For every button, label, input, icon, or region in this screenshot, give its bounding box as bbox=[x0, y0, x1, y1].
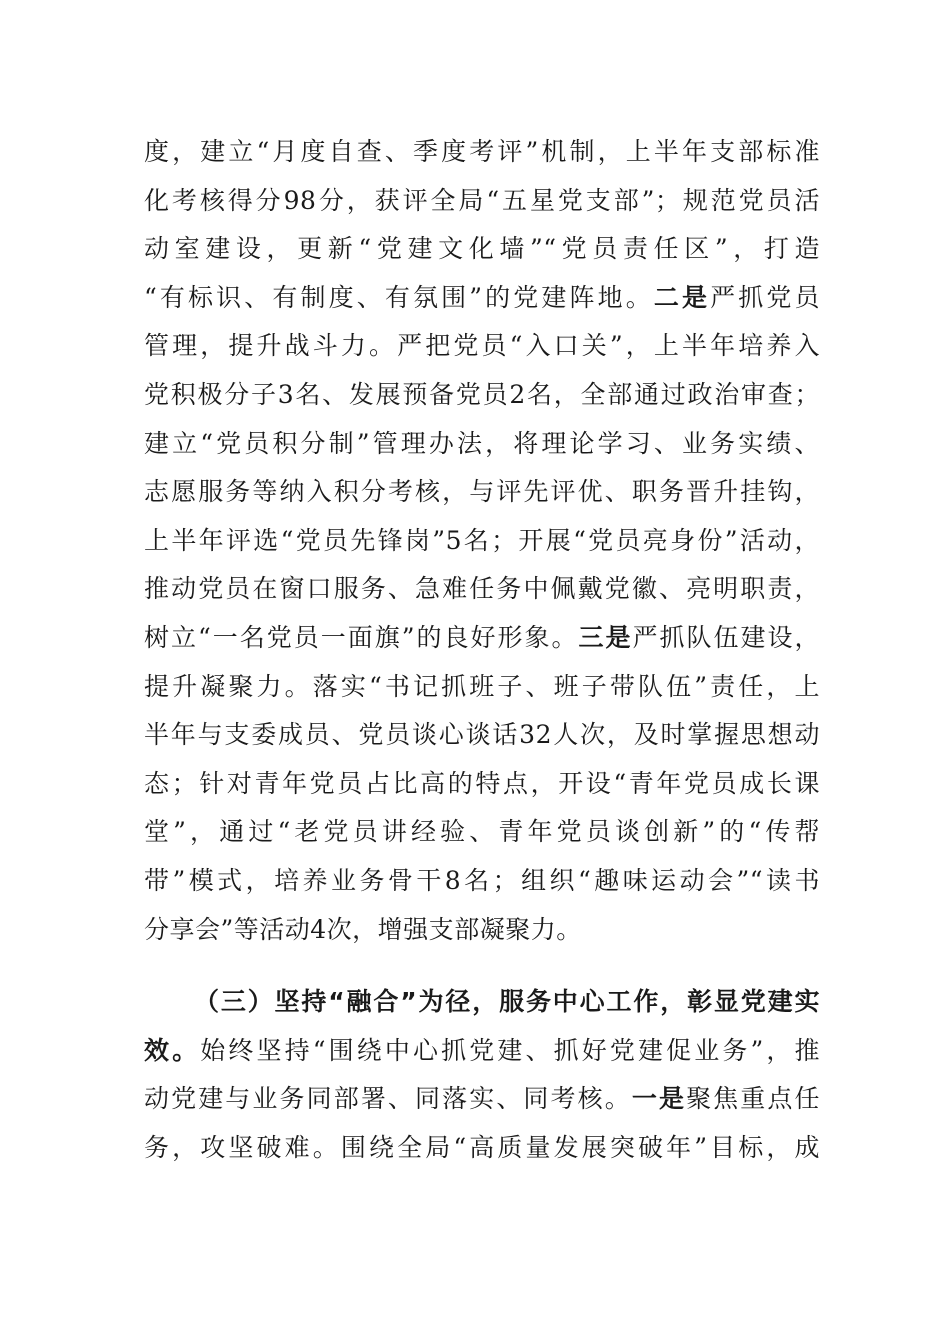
text-line: 推动党员在窗口服务、急难任务中佩戴党徽、亮明职责， bbox=[144, 574, 820, 604]
text-line: 党积极分子3名、发展预备党员2名，全部通过政治审查； bbox=[144, 379, 820, 409]
bold-marker: 二是 bbox=[653, 282, 711, 312]
text-line: 态；针对青年党员占比高的特点，开设“青年党员成长课 bbox=[144, 768, 820, 798]
text-line: 管理，提升战斗力。严把党员“入口关”，上半年培养入 bbox=[144, 331, 820, 361]
text-segment: 严抓队伍建设， bbox=[632, 622, 820, 652]
text-segment: “有标识、有制度、有氛围”的党建阵地。 bbox=[144, 282, 654, 312]
text-segment: 始终坚持“围绕中心抓党建、抓好党建促业务”，推 bbox=[200, 1035, 820, 1065]
text-line: 建立“党员积分制”管理办法，将理论学习、业务实绩、 bbox=[144, 428, 820, 458]
section-heading-text: 效。 bbox=[144, 1035, 201, 1065]
text-line: 半年与支委成员、党员谈心谈话32人次，及时掌握思想动 bbox=[144, 720, 820, 750]
bold-marker: 三是 bbox=[578, 622, 633, 652]
text-line: 志愿服务等纳入积分考核，与评先评优、职务晋升挂钩， bbox=[144, 477, 820, 507]
section-heading-text: （三）坚持“融合”为径，服务中心工作，彰显党建实 bbox=[194, 987, 820, 1017]
text-line: 化考核得分98分，获评全局“五星党支部”；规范党员活 bbox=[144, 185, 820, 215]
text-line bbox=[144, 1027, 820, 1076]
text-segment: 树立“一名党员一面旗”的良好形象。 bbox=[144, 622, 579, 652]
text-line bbox=[144, 274, 820, 323]
text-line: 堂”，通过“老党员讲经验、青年党员谈创新”的“传帮 bbox=[144, 817, 820, 847]
section-heading bbox=[144, 978, 820, 1027]
text-line: 上半年评选“党员先锋岗”5名；开展“党员亮身份”活动， bbox=[144, 525, 820, 555]
text-segment: 聚焦重点任 bbox=[686, 1084, 820, 1114]
text-line: 分享会”等活动4次，增强支部凝聚力。 bbox=[144, 914, 582, 944]
paragraph-gap bbox=[144, 954, 820, 978]
text-segment: 严抓党员 bbox=[710, 282, 820, 312]
text-segment: 动党建与业务同部署、同落实、同考核。 bbox=[144, 1084, 632, 1114]
text-line: 务，攻坚破难。围绕全局“高质量发展突破年”目标，成 bbox=[144, 1132, 820, 1162]
text-line: 度，建立“月度自查、季度考评”机制，上半年支部标准 bbox=[144, 137, 820, 166]
text-line: 提升凝聚力。落实“书记抓班子、班子带队伍”责任，上 bbox=[144, 671, 820, 701]
document-body bbox=[144, 128, 820, 1172]
bold-marker: 一是 bbox=[631, 1084, 687, 1114]
text-line bbox=[144, 614, 820, 663]
text-line bbox=[144, 1075, 820, 1124]
text-line: 带”模式，培养业务骨干8名；组织“趣味运动会”“读书 bbox=[144, 865, 820, 895]
text-line: 动室建设，更新“党建文化墙”“党员责任区”，打造 bbox=[144, 234, 820, 264]
